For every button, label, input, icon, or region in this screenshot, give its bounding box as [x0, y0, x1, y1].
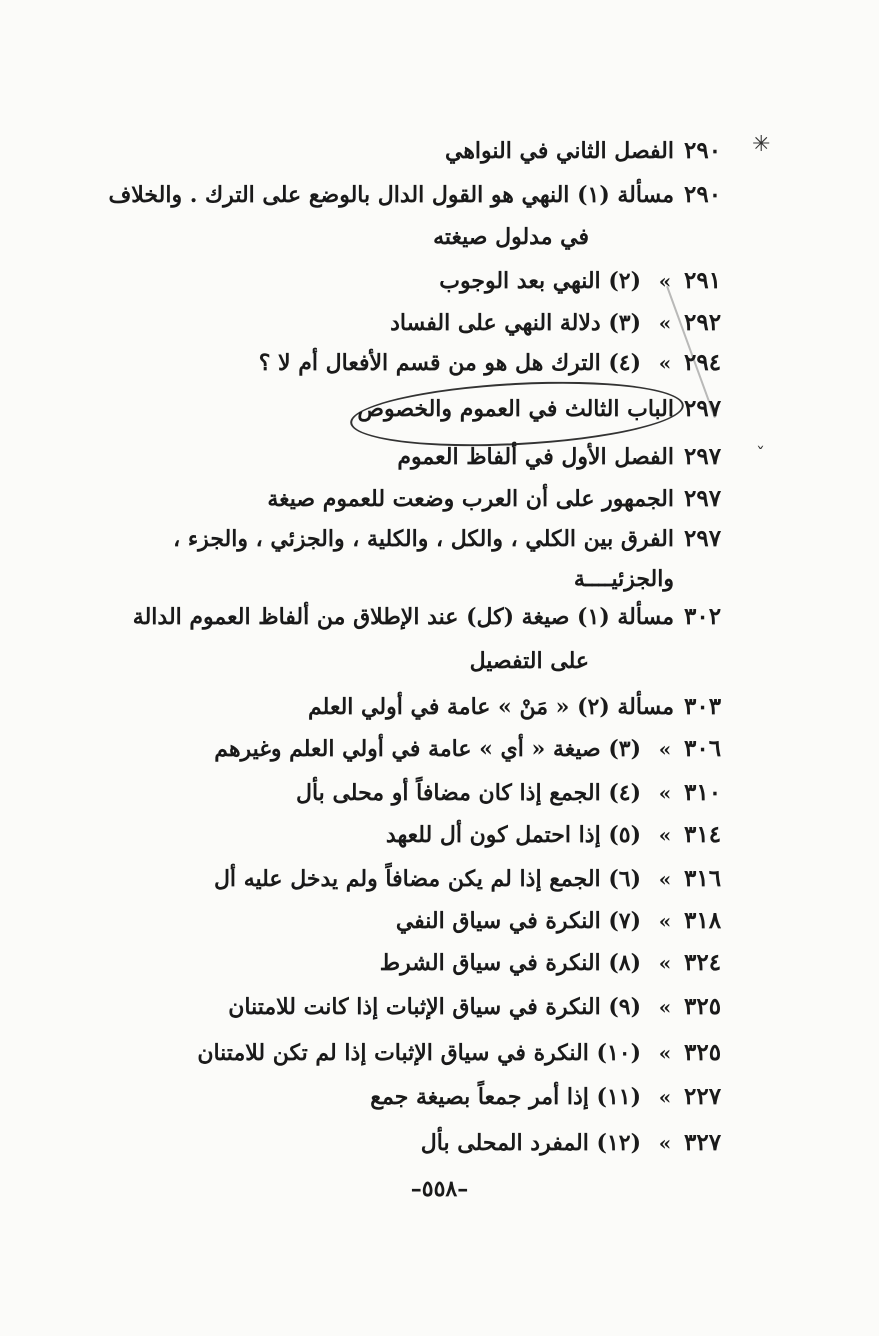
toc-entry: [0, 772, 879, 814]
toc-title: (١٢) المفرد المحلى بأل: [420, 1130, 641, 1156]
toc-title: (١١) إذا أمر جمعاً بصيغة جمع: [370, 1084, 641, 1110]
toc-page-number: ٣١٠: [684, 779, 722, 806]
toc-title: (١٠) النكرة في سياق الإثبات إذا لم تكن للامتنان: [197, 1040, 641, 1066]
ditto-mark: «: [658, 269, 672, 293]
toc-title: (٤) الجمع إذا كان مضافاً أو محلى بأل: [295, 780, 641, 806]
toc-page-number: ٣٢٤: [684, 949, 722, 976]
toc-title: (٢) النهي بعد الوجوب: [439, 268, 641, 294]
toc-entry: [0, 1076, 879, 1118]
toc-title: (٩) النكرة في سياق الإثبات إذا كانت للامتنان: [228, 994, 641, 1020]
toc-title: مسألة (٢) « مَنْ » عامة في أولي العلم: [308, 694, 674, 720]
ditto-mark: «: [658, 995, 672, 1019]
toc-page-number: ٢٩١: [684, 267, 722, 294]
toc-title: الفصل الأول في ألفاظ العموم: [397, 444, 674, 470]
toc-entry: [0, 942, 879, 984]
toc-title: الجمهور على أن العرب وضعت للعموم صيغة: [267, 486, 674, 512]
toc-entry: [0, 260, 879, 302]
toc-title-continuation: والجزئيــــة: [573, 566, 674, 592]
tick-mark-icon: ˇ: [756, 444, 765, 465]
toc-page-number: ٢٩٧: [684, 485, 722, 512]
toc-entry: [0, 342, 879, 384]
toc-page-number: ٢٩٧: [684, 525, 722, 552]
toc-page-number: ٣٢٥: [684, 1039, 722, 1066]
toc-entry: [0, 478, 879, 520]
toc-title: (٦) الجمع إذا لم يكن مضافاً ولم يدخل عليه أل: [213, 866, 641, 892]
asterisk-mark-icon: ✳: [752, 132, 771, 157]
toc-entry: [0, 436, 879, 478]
toc-entry: [0, 900, 879, 942]
ditto-mark: «: [658, 781, 672, 805]
ditto-mark: «: [658, 1041, 672, 1065]
toc-title: مسألة (١) صيغة (كل) عند الإطلاق من ألفاظ العموم الدالة: [132, 604, 674, 630]
toc-entry-continuation: [0, 558, 879, 600]
toc-page-number: ٢٩٠: [684, 181, 722, 208]
ditto-mark: «: [658, 737, 672, 761]
toc-title: (٣) دلالة النهي على الفساد: [390, 310, 641, 336]
ditto-mark: «: [658, 909, 672, 933]
toc-page-number: ٣٢٥: [684, 993, 722, 1020]
toc-title: (٨) النكرة في سياق الشرط: [379, 950, 641, 976]
page-number: –٥٥٨–: [410, 1176, 469, 1202]
ditto-mark: «: [658, 351, 672, 375]
toc-title: مسألة (١) النهي هو القول الدال بالوضع على الترك . والخلاف: [108, 182, 674, 208]
toc-page-number: ٣٠٣: [684, 693, 722, 720]
toc-page-number: ٢٩٤: [684, 349, 722, 376]
toc-page-number: ٢٩٧: [684, 395, 722, 422]
toc-title: (٧) النكرة في سياق النفي: [395, 908, 641, 934]
toc-page-number: ٢٩٧: [684, 443, 722, 470]
toc-entry-continuation: [0, 216, 879, 258]
toc-entry: [0, 1122, 879, 1164]
toc-title-continuation: في مدلول صيغته: [433, 224, 589, 250]
toc-page-number: ٢٩٠: [684, 137, 722, 164]
ditto-mark: «: [658, 1131, 672, 1155]
toc-entry: [0, 814, 879, 856]
toc-title: الباب الثالث في العموم والخصوص: [357, 396, 674, 422]
toc-title: الفصل الثاني في النواهي: [444, 138, 674, 164]
toc-page-number: ٣٠٦: [684, 735, 722, 762]
toc-title: (٣) صيغة « أي » عامة في أولي العلم وغيرهم: [214, 736, 641, 762]
toc-entry: [0, 130, 879, 172]
ditto-mark: «: [658, 823, 672, 847]
toc-entry: [0, 858, 879, 900]
toc-entry: [0, 686, 879, 728]
toc-entry: [0, 728, 879, 770]
toc-entry: [0, 388, 879, 430]
toc-title: (٥) إذا احتمل كون أل للعهد: [385, 822, 641, 848]
ditto-mark: «: [658, 867, 672, 891]
toc-entry: [0, 174, 879, 216]
toc-entry: [0, 1032, 879, 1074]
ditto-mark: «: [658, 951, 672, 975]
toc-page-number: ٢٩٢: [684, 309, 722, 336]
toc-page-number: ٣٢٧: [684, 1129, 722, 1156]
toc-entry: [0, 596, 879, 638]
toc-page-number: ٣١٦: [684, 865, 722, 892]
toc-title: الفرق بين الكلي ، والكل ، والكلية ، والجزئي ، والجزء ،: [173, 526, 674, 552]
ditto-mark: «: [658, 1085, 672, 1109]
toc-entry-continuation: [0, 640, 879, 682]
toc-page-number: ٣١٨: [684, 907, 722, 934]
toc-page-number: ٣١٤: [684, 821, 722, 848]
toc-page-number: ٢٢٧: [684, 1083, 722, 1110]
toc-title-continuation: على التفصيل: [469, 648, 589, 674]
toc-entry: [0, 518, 879, 560]
ditto-mark: «: [658, 311, 672, 335]
toc-entry: [0, 302, 879, 344]
toc-title: (٤) الترك هل هو من قسم الأفعال أم لا ؟: [258, 350, 641, 376]
toc-page-number: ٣٠٢: [684, 603, 722, 630]
toc-entry: [0, 986, 879, 1028]
